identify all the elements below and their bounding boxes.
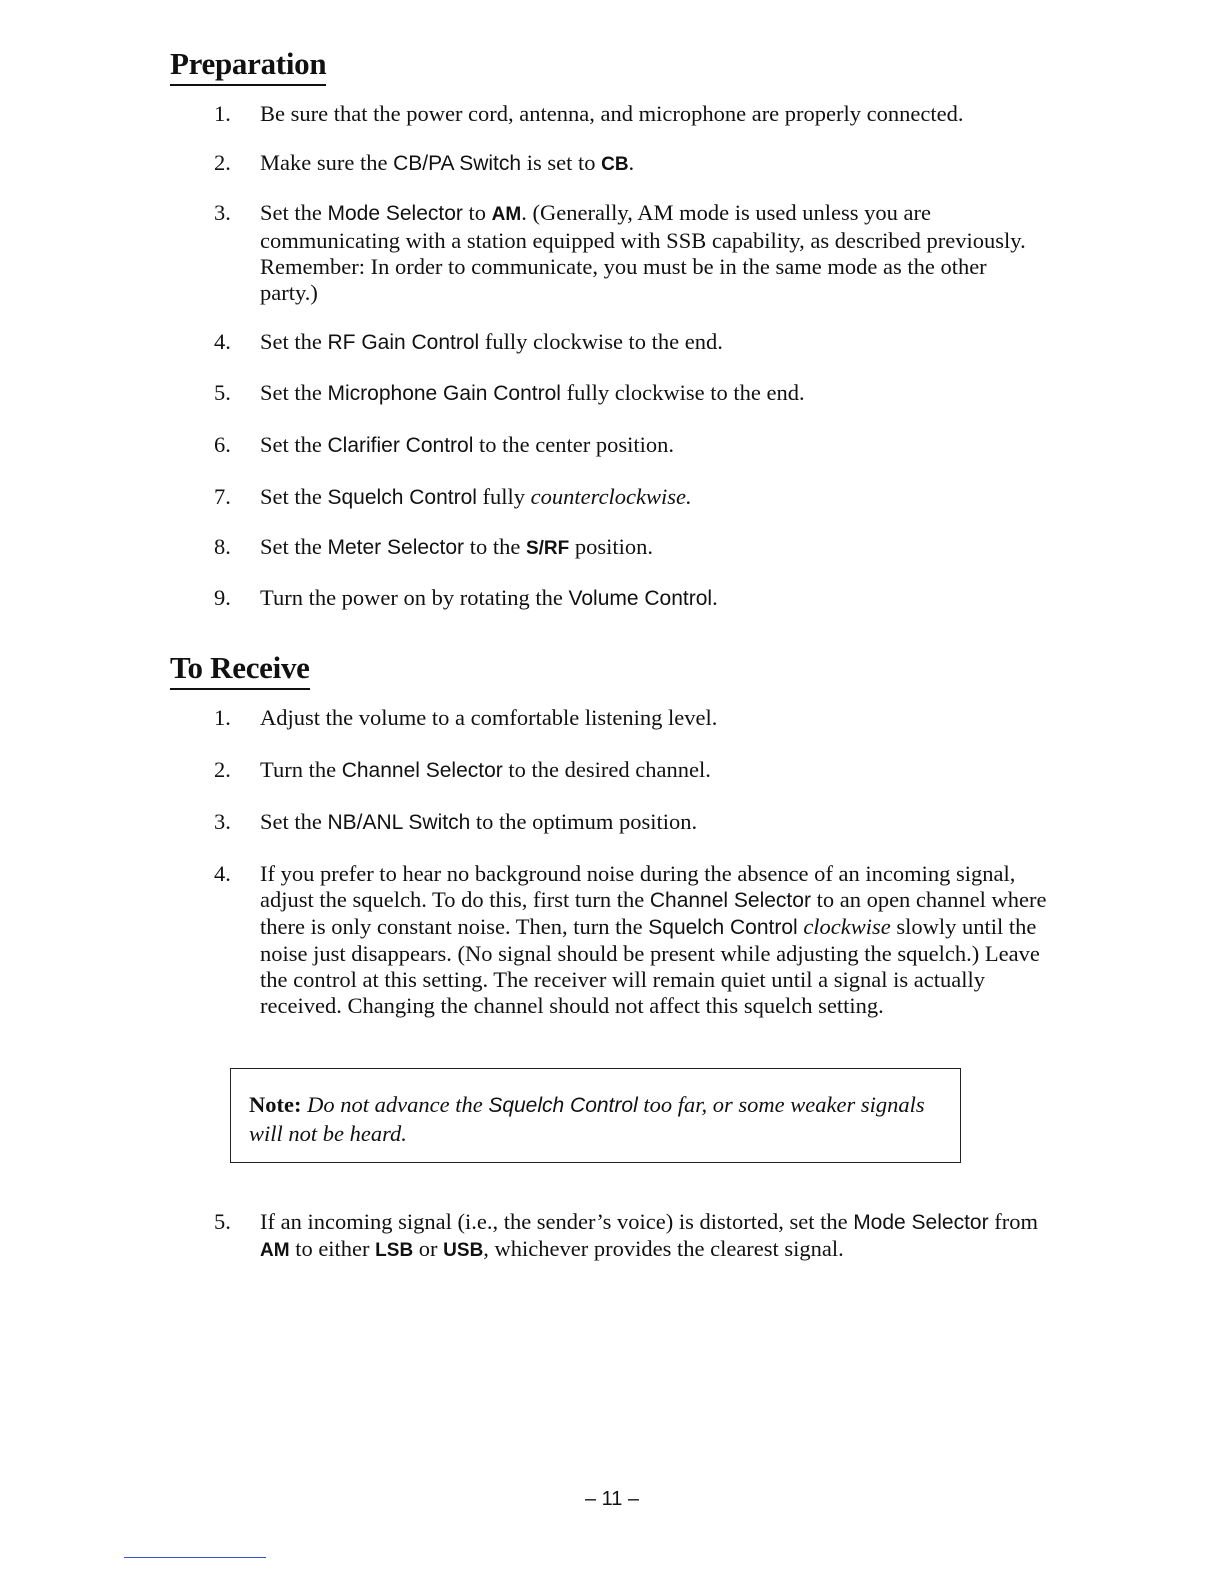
item-text: If you prefer to hear no background noise during the absence of an incoming signal, adjust the squelch. To do this, first turn the Channel Selector to an open channel where there is only constant noise. Then, turn the Squelch Control clockwise slowly until the noise just disappears. (No signal should be present while adjusting the squelch.) Leave the control at this setting. The receiver will remain quiet until a signal is actually received. Changing the channel should not affect this squelch setting. [260,861,1047,1018]
setting-value: LSB [375,1240,414,1261]
control-name: Squelch Control [488,1094,638,1117]
control-name: Clarifier Control [327,434,474,457]
item-number: 7. [214,484,231,509]
page-number: – 11 – [584,1488,640,1510]
item-number: 3. [214,200,231,225]
control-name: Channel Selector [341,759,503,782]
setting-value: USB [443,1240,484,1261]
note-label: Note: [249,1092,302,1117]
control-name: Volume Control [568,587,713,610]
item-number: 8. [214,534,231,559]
item-text: Turn the Channel Selector to the desired channel. [260,757,711,782]
item-text: Set the RF Gain Control fully clockwise to the end. [260,329,723,354]
item-number: 5. [214,380,231,405]
item-number: 5. [214,1209,231,1234]
preparation-heading: Preparation [170,46,326,86]
control-name: CB/PA Switch [393,152,522,175]
item-text: If an incoming signal (i.e., the sender’s voice) is distorted, set the Mode Selector from AM to either LSB or USB, whichever provides the clearest signal. [260,1209,1038,1261]
item-text: Set the Meter Selector to the S/RF position. [260,534,653,559]
emphasis: counterclockwise. [530,484,692,509]
item-text: Be sure that the power cord, antenna, and microphone are properly connected. [260,101,964,126]
item-number: 4. [214,329,231,354]
item-number: 6. [214,432,231,457]
emphasis: clockwise [803,914,891,939]
note-box [230,1068,961,1163]
item-number: 9. [214,585,231,610]
to-receive-heading: To Receive [170,650,310,690]
control-name: Meter Selector [327,536,465,559]
item-number: 2. [214,757,231,782]
item-text: Set the Mode Selector to AM. (Generally, AM mode is used unless you are communicating with a station equipped with SSB capability, as described previously. Remember: In order to communicate, you must be in the same mode as the other party.) [260,200,1026,305]
control-name: Microphone Gain Control [327,382,561,405]
item-text: Set the NB/ANL Switch to the optimum position. [260,809,698,834]
item-number: 2. [214,150,231,175]
control-name: Mode Selector [853,1211,989,1234]
control-name: NB/ANL Switch [327,811,471,834]
control-name: Mode Selector [327,202,463,225]
item-text: Adjust the volume to a comfortable listening level. [260,705,718,730]
item-text: Set the Clarifier Control to the center position. [260,432,674,457]
item-text: Make sure the CB/PA Switch is set to CB. [260,150,635,175]
item-text: Set the Squelch Control fully counterclockwise. [260,484,692,509]
control-name: Channel Selector [649,889,811,912]
setting-value: S/RF [525,538,570,559]
control-name: RF Gain Control [327,331,480,354]
item-text: Set the Microphone Gain Control fully clockwise to the end. [260,380,805,405]
item-number: 3. [214,809,231,834]
setting-value: CB [601,154,629,175]
note-text: Note: Do not advance the Squelch Control too far, or some weaker signals will not be heard. [249,1092,925,1146]
control-name: Squelch Control [327,486,477,509]
item-number: 4. [214,861,231,886]
item-number: 1. [214,705,231,730]
setting-value: AM [491,204,522,225]
item-text: Turn the power on by rotating the Volume Control. [260,585,718,610]
setting-value: AM [260,1240,290,1261]
item-number: 1. [214,101,231,126]
footer-divider [124,1557,266,1558]
control-name: Squelch Control [648,916,798,939]
